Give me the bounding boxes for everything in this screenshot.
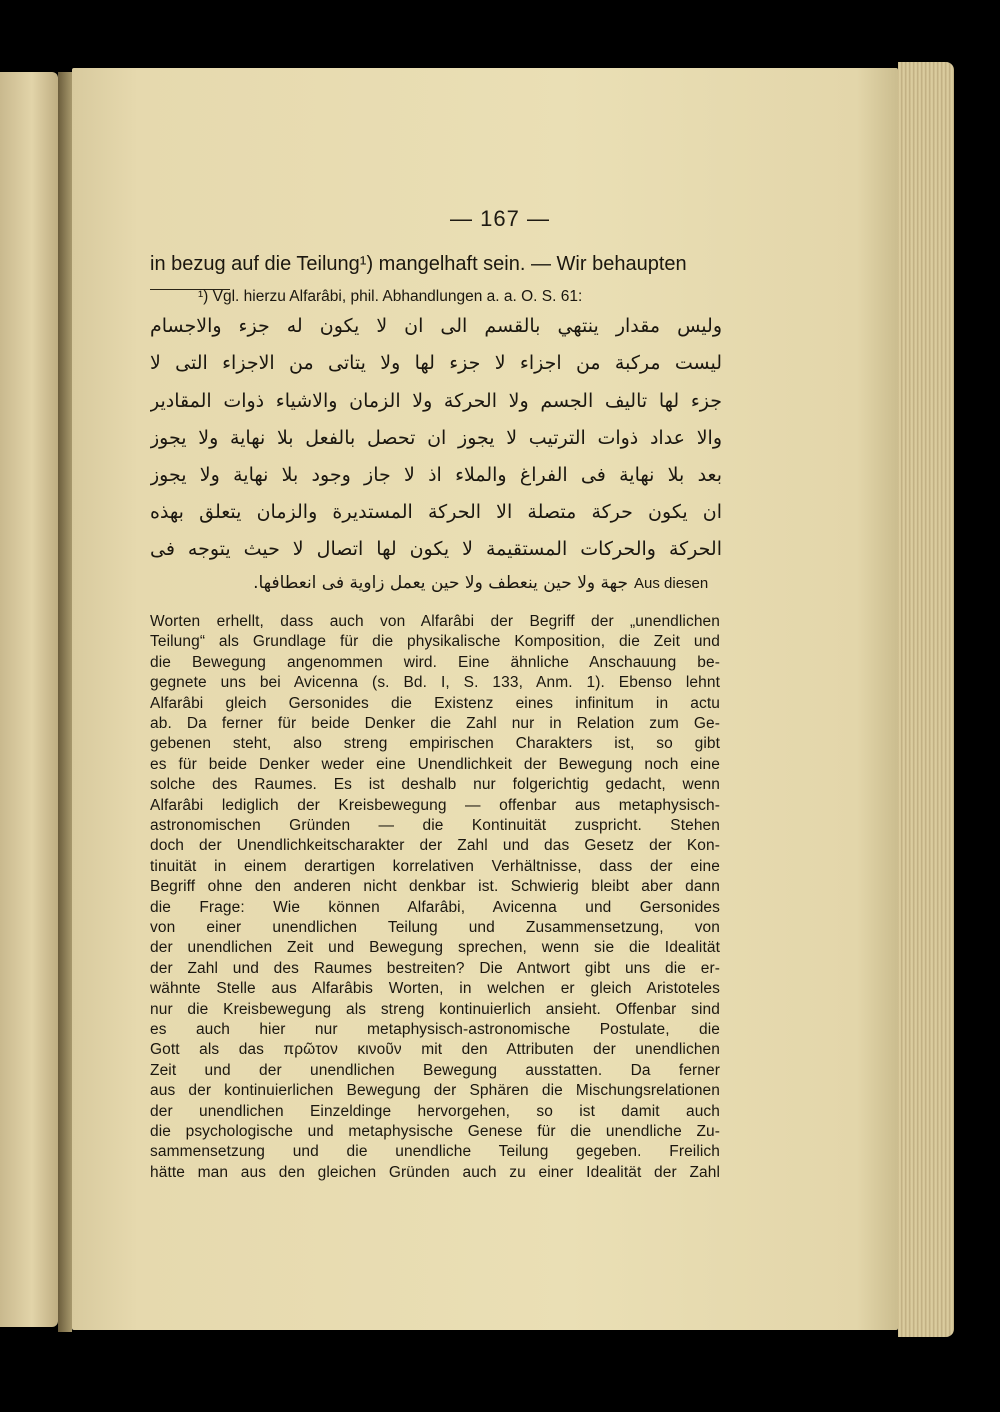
arabic-line: ليست مركبة من اجزاء لا جزء لها ولا يتاتى من الاجزاء التى لا [150,352,722,374]
arabic-line: الحركة والحركات المستقيمة لا يكون لها اتصال لا حيث يتوجه فى [150,538,722,560]
body-text-line: Teilung“ als Grundlage für die physikalische Komposition, die Zeit und [150,633,720,651]
footnote-intro: ¹) Vgl. hierzu Alfarâbi, phil. Abhandlungen a. a. O. S. 61: [198,288,583,305]
body-text-line: Zeit und der unendlichen Bewegung ausstatten. Da ferner [150,1061,720,1079]
body-text-line: wähnte Stelle aus Alfarâbis Worten, in welchen er gleich Aristoteles [150,980,720,998]
body-text-line: solche des Raumes. Es ist deshalb nur folgerichtig gedacht, wenn [150,776,720,794]
body-text-line: ab. Da ferner für beide Denker die Zahl nur in Relation zum Ge- [150,715,720,732]
arabic-final-text: جهة ولا حين ينعطف ولا حين يعمل زاوية فى انعطافها. [253,573,628,593]
arabic-line: وليس مقدار ينتهي بالقسم الى ان لا يكون له جزء والاجسام [150,315,722,337]
body-text-line: gegnete uns bei Avicenna (s. Bd. I, S. 133, Anm. 1). Ebenso lehnt [150,674,720,692]
body-text-line: es für beide Denker weder eine Unendlichkeit der Bewegung noch eine [150,755,720,773]
body-text-line: der unendlichen Zeit und Bewegung sprechen, wenn sie die Idealität [150,939,720,957]
body-text-line: astronomischen Gründen — die Kontinuität zuspricht. Stehen [150,817,720,834]
book-gutter [58,72,72,1332]
body-text-line: tinuität in einem derartigen korrelativen Verhältnisse, dass der eine [150,857,720,875]
left-page-edge [0,72,58,1327]
arabic-final-line [150,573,720,593]
body-text-line: Alfarâbi gleich Gersonides die Existenz eines infinitum in actu [150,694,720,712]
page-number: — 167 — [450,206,550,231]
body-text-line: es auch hier nur metaphysisch-astronomische Postulate, die [150,1021,720,1038]
arabic-line: بعد بلا نهاية فى الفراغ والملاء اذ لا جاز وجود بلا نهاية ولا يجوز [150,464,722,486]
body-text-line: sammensetzung und die unendliche Teilung gegeben. Freilich [150,1143,720,1161]
body-text-line: nur die Kreisbewegung als streng kontinuierlich ansieht. Offenbar sind [150,1000,720,1018]
page-stack-edge [898,62,954,1337]
body-text-line: Begriff ohne den anderen nicht denkbar ist. Schwierig bleibt aber dann [150,878,720,896]
body-text-line: aus der kontinuierlichen Bewegung der Sphären die Mischungsrelationen [150,1082,720,1100]
top-text-line: in bezug auf die Teilung¹) mangelhaft sein. — Wir behaupten [150,253,687,275]
body-text-line: die psychologische und metaphysische Genese für die unendliche Zu- [150,1123,720,1140]
body-text-line: die Bewegung angenommen wird. Eine ähnliche Anschauung be- [150,653,720,671]
arabic-line: ان يكون حركة متصلة الا الحركة المستديرة والزمان يتعلق بهذه [150,501,722,523]
body-text-line: Gott als das πρῶτον κινοῦν mit den Attributen der unendlichen [150,1041,720,1059]
body-text-line: der unendlichen Einzeldinge hervorgehen, so ist damit auch [150,1102,720,1120]
body-text-line: hätte man aus den gleichen Gründen auch zu einer Idealität der Zahl [150,1163,720,1181]
body-text-line: die Frage: Wie können Alfarâbi, Avicenna und Gersonides [150,898,720,916]
body-text-line: von einer unendlichen Teilung und Zusammensetzung, von [150,919,720,936]
body-text-line: gebenen steht, also streng empirischen Charakters ist, so gibt [150,735,720,753]
arabic-line: جزء لها تاليف الجسم ولا الحركة ولا الزمان والاشياء ذوات المقادير [150,390,722,412]
arabic-line: والا عداد ذوات الترتيب لا يجوز ان تحصل بالفعل بلا نهاية ولا يجوز [150,427,722,449]
body-text-line: der Zahl und des Raumes bestreiten? Die Antwort gibt uns die er- [150,959,720,977]
german-continuation: Aus diesen [634,575,709,592]
body-text-line: Alfarâbi lediglich der Kreisbewegung — offenbar aus metaphysisch- [150,796,720,814]
body-text-line: Worten erhellt, dass auch von Alfarâbi der Begriff der „unendlichen [150,613,720,630]
body-text-line: doch der Unendlichkeitscharakter der Zahl und das Gesetz der Kon- [150,837,720,855]
